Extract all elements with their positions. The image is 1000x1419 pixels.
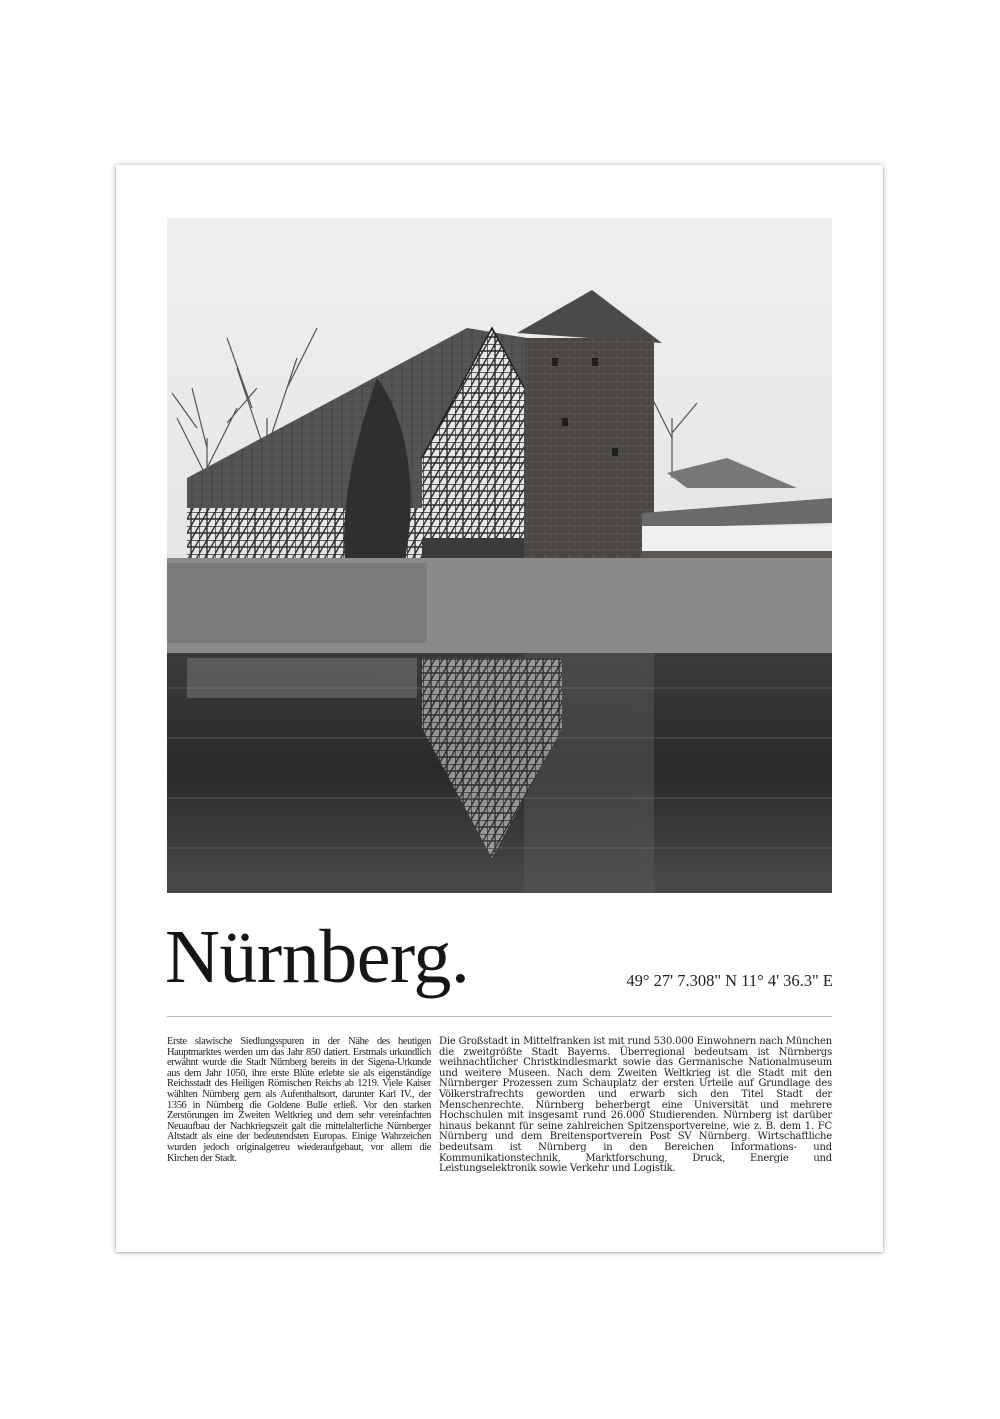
city-photo bbox=[167, 218, 832, 893]
facts-paragraph: Die Großstadt in Mittelfranken ist mit rund 530.000 Einwohnern nach München die zweitgrößte Stadt Bayerns. Überregional bedeutsam ist Nürnbergs weihnachtlicher Christkindlesmarkt sowie das Germanische Nationalmuseum und weitere Museen. Nach dem Zweiten Weltkrieg ist die Stadt mit den Nürnberger Prozessen zum Schauplatz der ersten Urteile auf Grundlage des Völkerstrafrechts geworden und erwarb sich den Titel Stadt der Menschenrechte. Nürnberg beherbergt eine Universität und mehrere Hochschulen mit insgesamt rund 26.000 Studierenden. Nürnberg ist darüber hinaus bekannt für seine zahlreichen Spitzensportvereine, wie z. B. dem 1. FC Nürnberg und dem Breitensportverein Post SV Nürnberg. Wirtschaftliche bedeutsam ist Nürnberg in den Bereichen Informations- und Kommunikationstechnik, Marktforschung, Druck, Energie und Leistungselektronik sowie Verkehr und Logistik. bbox=[439, 1036, 832, 1175]
page-title: Nürnberg. bbox=[165, 915, 470, 999]
poster bbox=[116, 165, 883, 1252]
history-paragraph: Erste slawische Siedlungsspuren in der Nähe des heutigen Hauptmarktes werden um das Jahr 850 datiert. Erstmals urkundlich erwähnt wurde die Stadt Nürnberg bereits in der Sigena-Urkunde aus dem Jahr 1050, ihre erste Blüte erlebte sie als eigenständige Reichsstadt des Heiligen Römischen Reichs ab 1219. Viele Kaiser wählten Nürnberg gern als Aufenthaltsort, darunter Karl IV., der 1356 in Nürnberg die Goldene Bulle erließ. Vor den starken Zerstörungen im Zweiten Weltkrieg und dem sehr vereinfachten Neuaufbau der Nachkriegszeit galt die mittelalterliche Nürnberger Altstadt als eine der bedeutendsten Europas. Einige Wahrzeichen wurden jedoch originalgetreu wiederaufgebaut, vor allem die Kirchen der Stadt. bbox=[167, 1036, 431, 1164]
coordinates-label: 49° 27' 7.308" N 11° 4' 36.3" E bbox=[626, 971, 833, 990]
divider bbox=[167, 1016, 832, 1017]
photo-illustration bbox=[167, 218, 832, 893]
